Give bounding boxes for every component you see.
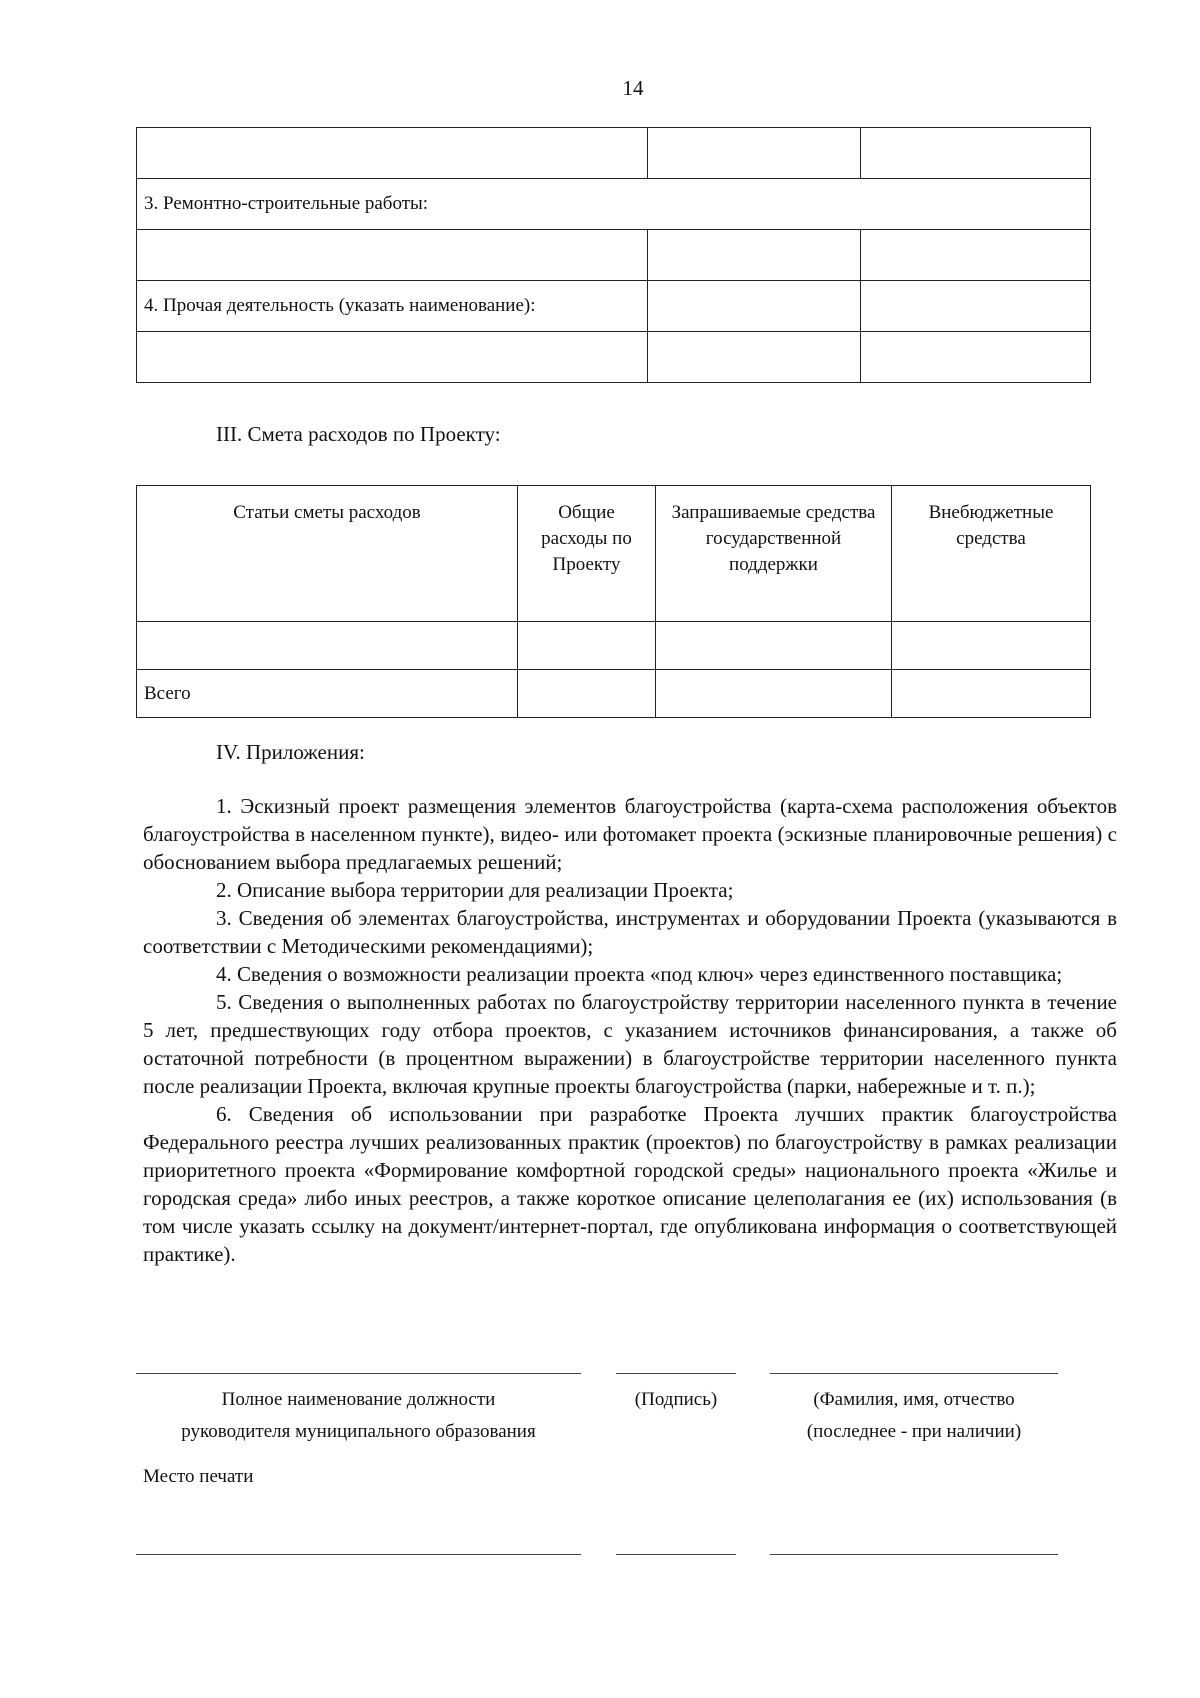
table-row [137,281,1091,332]
list-item: 4. Сведения о возможности реализации проекта «под ключ» через единственного поставщика; [216,962,1063,986]
header-requested-funds: Запрашиваемые средства государственной поддержки [656,486,892,622]
header-expense-items: Статьи сметы расходов [137,486,518,622]
table-cell [648,128,861,179]
table-cell [648,230,861,281]
list-item: 3. Сведения об элементах благоустройства, инструментах и оборудовании Проекта (указываются в соответствии с Методическими рекомендациями); [143,906,1117,958]
table-header-row [137,486,1091,622]
section-heading-attachments: IV. Приложения: [216,740,365,764]
list-item: 6. Сведения об использовании при разработке Проекта лучших практик благоустройства Федерального реестра лучших реализованных практик (проектов) по благоустройству в рамках реализации приоритетного проекта «Формирование комфортной городской среды» национального проекта «Жилье и городская среда» либо иных реестров, а также короткое описание целеполагания ее (их) использования (в том числе указать ссылку на документ/интернет-портал, где опубликована информация о соответствующей практике). [143,1102,1117,1266]
signature-caption: (Подпись) [634,1389,718,1410]
position-caption-line-1: Полное наименование должности [221,1389,496,1410]
table-cell [656,670,892,718]
table-cell [656,622,892,670]
table-row [137,230,1091,281]
stamp-place-label: Место печати [143,1466,254,1487]
name-caption-line-2: (последнее - при наличии) [806,1421,1022,1442]
total-label: Всего [137,670,518,718]
table-cell [861,128,1091,179]
table-cell [861,332,1091,383]
table-cell [137,128,648,179]
position-caption [136,1384,581,1448]
table-cell [861,230,1091,281]
attachments-list [143,792,1117,1268]
table-row [137,622,1091,670]
table-cell [518,622,656,670]
table-cell [861,281,1091,332]
position-line [136,1373,581,1374]
repair-works-label: 3. Ремонтно-строительные работы: [137,179,1091,230]
table-cell [137,332,648,383]
budget-table [136,485,1091,718]
table-cell [137,230,648,281]
section-heading-budget: III. Смета расходов по Проекту: [216,422,501,446]
position-line-bottom [136,1554,581,1555]
table-row [137,332,1091,383]
header-total-costs: Общие расходы по Проекту [518,486,656,622]
table-row [137,179,1091,230]
table-row [137,670,1091,718]
activities-table [136,127,1091,383]
position-caption-line-2: руководителя муниципального образования [181,1421,536,1442]
table-cell [892,622,1091,670]
table-cell [648,281,861,332]
name-line [770,1373,1058,1374]
list-item: 2. Описание выбора территории для реализации Проекта; [216,878,734,902]
table-cell [648,332,861,383]
header-extrabudgetary-funds: Внебюджетные средства [892,486,1091,622]
list-item: 1. Эскизный проект размещения элементов благоустройства (карта-схема расположения объектов благоустройства в населенном пункте), видео- или фотомакет проекта (эскизные планировочные решения) с обоснованием выбора предлагаемых решений; [143,794,1117,874]
table-cell [892,670,1091,718]
other-activity-label: 4. Прочая деятельность (указать наименование): [137,281,648,332]
table-cell [518,670,656,718]
signature-line-bottom [616,1554,736,1555]
list-item: 5. Сведения о выполненных работах по благоустройству территории населенного пункта в течение 5 лет, предшествующих году отбора проектов, с указанием источников финансирования, а также об остаточной потребности (в процентном выражении) в благоустройстве территории населенного пункта после реализации Проекта, включая крупные проекты благоустройства (парки, набережные и т. п.); [143,990,1117,1098]
table-cell [137,622,518,670]
page-number: 14 [622,76,644,100]
signature-line [616,1373,736,1374]
name-caption [770,1384,1058,1448]
name-line-bottom [770,1554,1058,1555]
name-caption-line-1: (Фамилия, имя, отчество [813,1389,1015,1410]
table-row [137,128,1091,179]
